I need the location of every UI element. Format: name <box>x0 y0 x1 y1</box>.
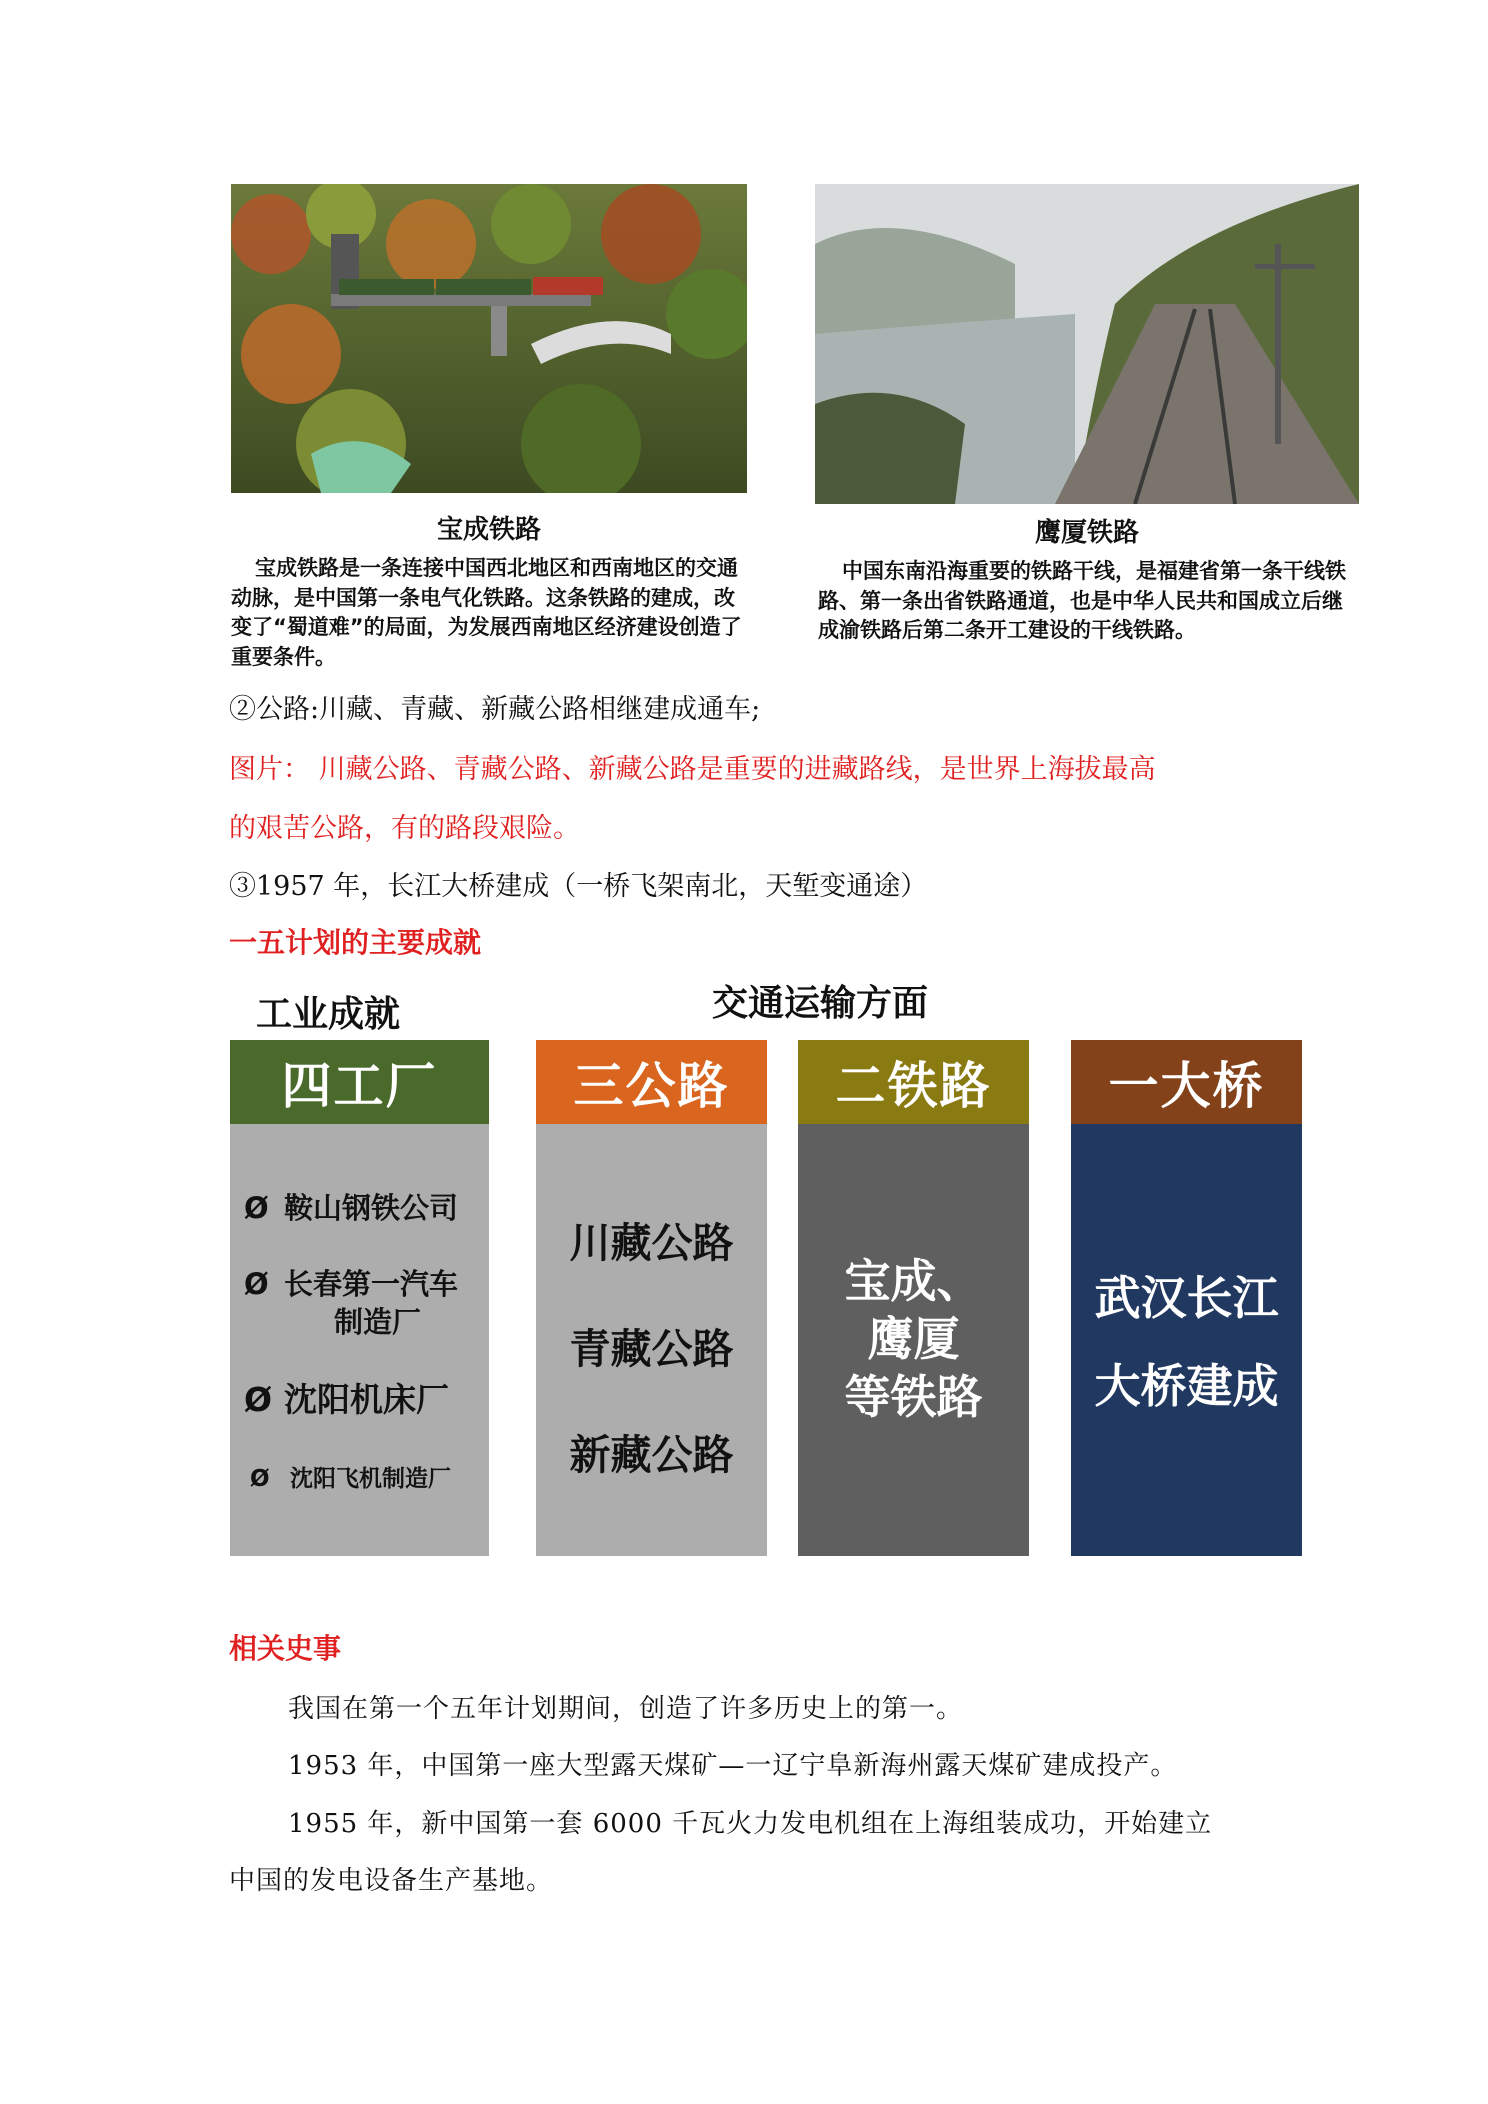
highways-header: 三公路 <box>536 1040 767 1124</box>
baocheng-caption-title: 宝成铁路 <box>436 515 541 545</box>
railway-item: 鹰厦 <box>867 1312 960 1366</box>
transport-heading: 交通运输方面 <box>712 983 929 1024</box>
history-paragraph-3b: 中国的发电设备生产基地。 <box>229 1866 554 1896</box>
section-heading: 一五计划的主要成就 <box>229 926 482 959</box>
bridge-line: ③1957 年，长江大桥建成（一桥飞架南北，天堑变通途） <box>229 871 928 902</box>
factory-item: Ø 沈阳飞机制造厂 <box>250 1466 451 1492</box>
bridge-item: 武汉长江 <box>1094 1271 1279 1325</box>
highway-item: 川藏公路 <box>569 1219 734 1267</box>
railways-header: 二铁路 <box>798 1040 1029 1124</box>
factories-body <box>230 1124 489 1556</box>
picture-note-line-2: 的艰苦公路，有的路段艰险。 <box>229 813 580 844</box>
industry-heading: 工业成就 <box>256 994 401 1035</box>
bridge-header: 一大桥 <box>1071 1040 1302 1124</box>
history-heading: 相关史事 <box>229 1632 342 1665</box>
railway-item: 等铁路 <box>844 1370 983 1424</box>
highways-body <box>536 1124 767 1556</box>
factory-item-continued: 制造厂 <box>334 1305 422 1339</box>
yingxia-caption-text: 中国东南沿海重要的铁路干线，是福建省第一条干线铁路、第一条出省铁路通道，也是中华人民共和国成立后继成渝铁路后第二条开工建设的干线铁路。 <box>818 559 1346 642</box>
railway-item: 宝成、 <box>844 1254 983 1308</box>
highway-item: 青藏公路 <box>569 1325 734 1373</box>
yingxia-caption-title: 鹰厦铁路 <box>1034 518 1139 548</box>
history-paragraph-2: 1953 年，中国第一座大型露天煤矿—一辽宁阜新海州露天煤矿建成投产。 <box>288 1751 1178 1781</box>
factory-item: Ø 鞍山钢铁公司 <box>244 1191 459 1225</box>
baocheng-railway-photo <box>231 184 747 493</box>
history-paragraph-1: 我国在第一个五年计划期间，创造了许多历史上的第一。 <box>288 1694 964 1724</box>
factory-item: Ø 沈阳机床厂 <box>244 1380 449 1419</box>
factory-item: Ø 长春第一汽车 <box>244 1267 459 1301</box>
baocheng-caption-text: 宝成铁路是一条连接中国西北地区和西南地区的交通动脉，是中国第一条电气化铁路。这条铁路的建成，改变了“蜀道难”的局面，为发展西南地区经济建设创造了重要条件。 <box>231 556 742 669</box>
bridge-body <box>1071 1124 1302 1556</box>
highway-item: 新藏公路 <box>569 1431 734 1479</box>
picture-note-line-1: 图片： 川藏公路、青藏公路、新藏公路是重要的进藏路线，是世界上海拔最高 <box>229 754 1156 785</box>
factories-header: 四工厂 <box>230 1040 489 1124</box>
highway-line: ②公路:川藏、青藏、新藏公路相继建成通车; <box>229 694 761 725</box>
yingxia-railway-photo <box>815 184 1359 504</box>
bridge-item: 大桥建成 <box>1094 1359 1279 1413</box>
history-paragraph-3a: 1955 年，新中国第一套 6000 千瓦火力发电机组在上海组装成功，开始建立 <box>288 1809 1213 1839</box>
railways-body <box>798 1124 1029 1556</box>
